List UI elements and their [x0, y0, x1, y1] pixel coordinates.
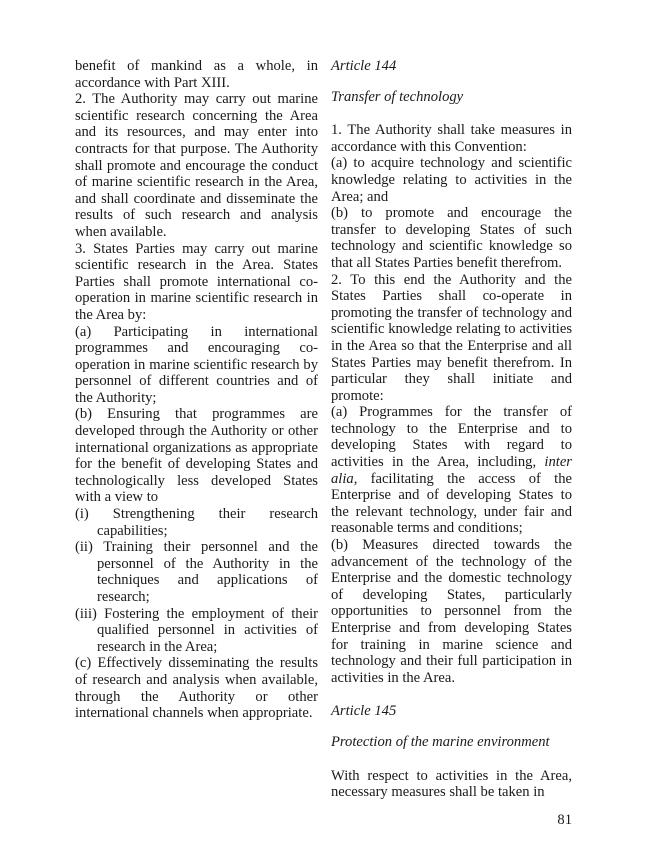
- paragraph: (a) Participating in international programmes and encouraging co-operation in marine scientific research by personnel of different countries and of the Authority;: [75, 323, 318, 406]
- paragraph: With respect to activities in the Area, necessary measures shall be taken in: [331, 767, 572, 801]
- paragraph: (b) to promote and encourage the transfer to developing States of such technology and scientific knowledge so that all States Parties benefit therefrom.: [331, 205, 572, 271]
- page-number: 81: [557, 812, 572, 828]
- italic-text: inter alia: [331, 454, 572, 487]
- paragraph: (b) Ensuring that programmes are developed through the Authority or other international organizations as appropriate for the benefit of developing States and technologically less developed States with a view to: [75, 406, 318, 506]
- article-144-title: Transfer of technology: [331, 88, 464, 105]
- list-item: (iii) Fostering the employment of their qualified personnel in activities of research in the Area;: [75, 605, 318, 655]
- paragraph: (a) to acquire technology and scientific knowledge relating to activities in the Area; and: [331, 155, 572, 205]
- left-column: [75, 58, 318, 722]
- article-145-heading: Article 145: [331, 703, 397, 720]
- text-run: , facilitating the access of the Enterprise and of developing States to the relevant technology, under fair and reasonable terms and conditions;: [331, 470, 572, 537]
- article-144-heading: Article 144: [331, 58, 397, 74]
- list-item: (ii) Training their personnel and the personnel of the Authority in the techniques and applications of research;: [75, 539, 318, 605]
- right-column: [331, 58, 572, 801]
- paragraph: 1. The Authority shall take measures in accordance with this Convention:: [331, 122, 572, 155]
- paragraph: 2. To this end the Authority and the States Parties shall co-operate in promoting the transfer of technology and scientific knowledge relating to activities in the Area so that the Enterprise and all States Parties may benefit therefrom. In particular they shall initiate and promote:: [331, 271, 572, 404]
- paragraph: 3. States Parties may carry out marine scientific research in the Area. States Parties shall promote international co-operation in marine scientific research in the Area by:: [75, 240, 318, 323]
- paragraph: 2. The Authority may carry out marine scientific research concerning the Area and its resources, and may enter into contracts for that purpose. The Authority shall promote and encourage the conduct of marine scientific research in the Area, and shall coordinate and disseminate the results of such research and analysis when available.: [75, 91, 318, 240]
- text-run: (a) Programmes for the transfer of technology to the Enterprise and to developing States with regard to activities in the Area, including,: [331, 404, 572, 471]
- paragraph: (b) Measures directed towards the advancement of the technology of the Enterprise and the domestic technology of developing States, particularly opportunities to personnel from the Enterprise and from developing States for training in marine science and technology and their full participation in activities in the Area.: [331, 537, 572, 686]
- paragraph: (c) Effectively disseminating the results of research and analysis when available, through the Authority or other international channels when appropriate.: [75, 655, 318, 722]
- paragraph: benefit of mankind as a whole, in accordance with Part XIII.: [75, 58, 318, 91]
- list-item: (i) Strengthening their research capabilities;: [75, 506, 318, 539]
- paragraph: [331, 404, 572, 537]
- article-145-title: Protection of the marine environment: [331, 733, 550, 750]
